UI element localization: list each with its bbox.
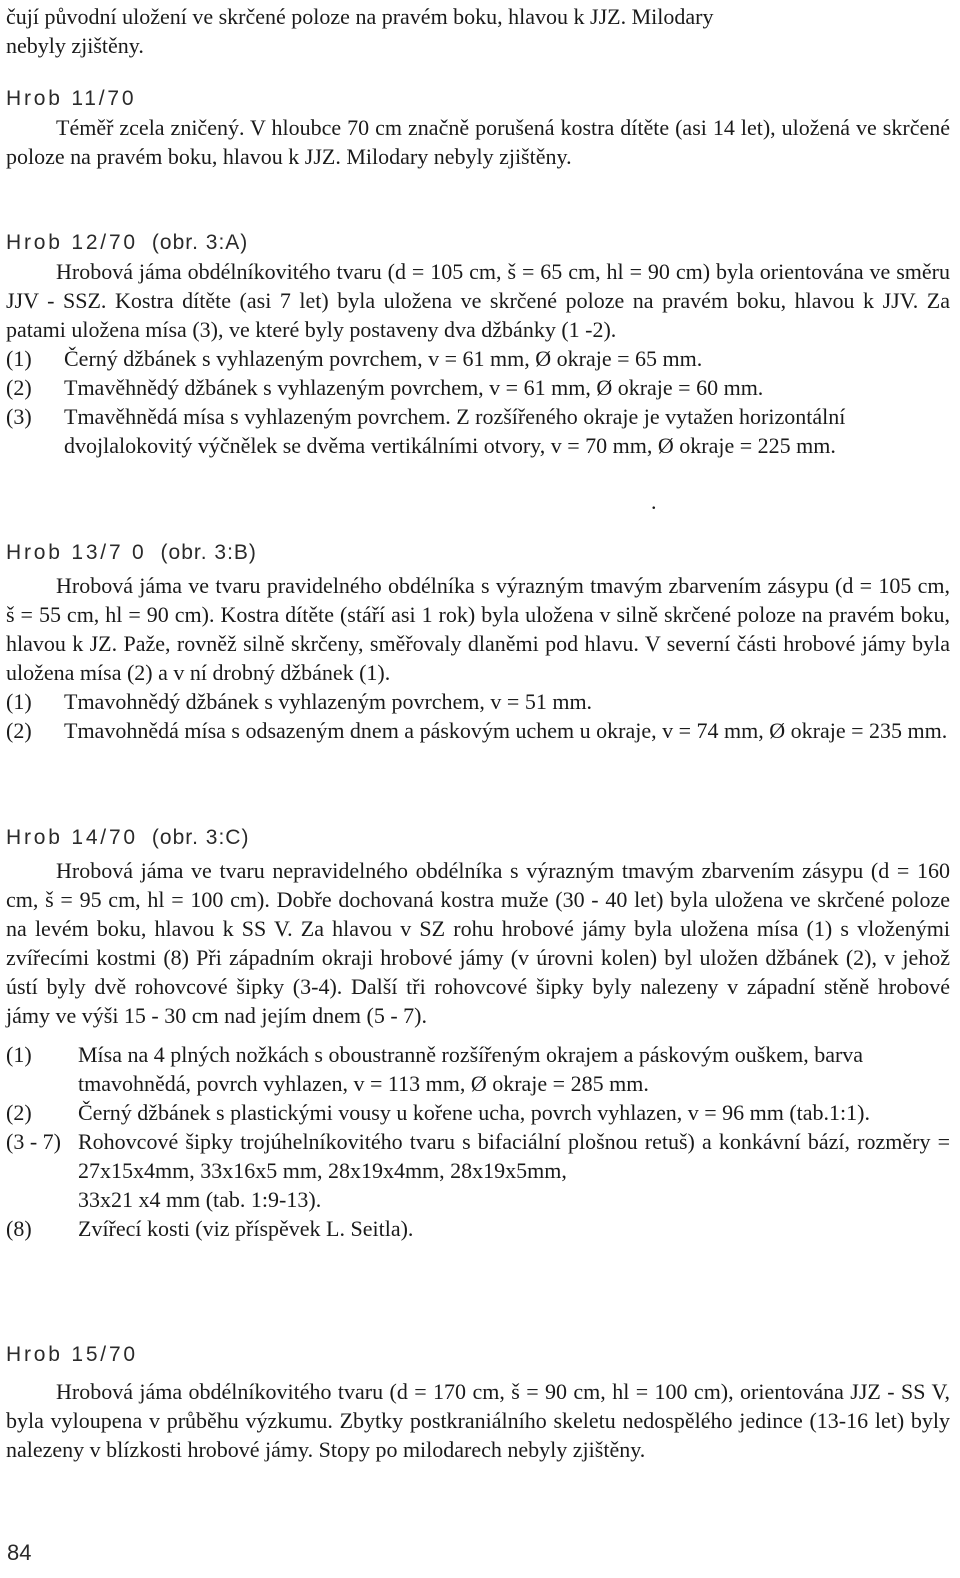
stray-dot: . — [651, 489, 657, 514]
item-text: Černý džbánek s vyhlazeným povrchem, v = 61 mm, Ø okraje = 65 mm. — [64, 346, 703, 371]
grave-15-heading: Hrob 15/70 — [6, 1343, 138, 1366]
grave-13-description: Hrobová jáma ve tvaru pravidelného obdélníka s výrazným tmavým zbarvením zásypu (d = 105 cm, š = 55 cm, hl = 90 cm). Kostra dítěte (stáří asi 1 rok) byla uložena v silně skrčené poloze na pravém boku, hlavou k JZ. Paže, rovněž silně skrčeny, směřovaly dlaněmi pod hlavu. V severní části hrobové jámy byla uložena mísa (2) a v ní drobný džbánek (1). — [6, 573, 950, 685]
list-item — [6, 687, 950, 716]
grave-15-section — [6, 1340, 950, 1464]
item-number — [6, 1185, 78, 1214]
item-text: Tmavěhnědá mísa s vyhlazeným povrchem. Z rozšířeného okraje je vytažen horizontální dvojlalokovitý výčnělek se dvěma vertikálními otvory, v = 70 mm, Ø okraje = 225 mm. — [64, 404, 846, 458]
grave-11-section — [6, 84, 950, 171]
grave-12-heading: Hrob 12/70 (obr. 3:A) — [6, 231, 249, 254]
item-number: (1) — [6, 1042, 32, 1067]
item-text: Tmavěhnědý džbánek s vyhlazeným povrchem, v = 61 mm, Ø okraje = 60 mm. — [64, 375, 764, 400]
item-number: (2) — [6, 718, 32, 743]
grave-12-section — [6, 228, 950, 514]
page-number: 84 — [7, 1540, 32, 1565]
intro-line-2: nebyly zjištěny. — [6, 33, 144, 58]
grave-11-heading: Hrob 11/70 — [6, 87, 137, 110]
grave-11-description: Téměř zcela zničený. V hloubce 70 cm značně porušená kostra dítěte (asi 14 let), uložená ve skrčené poloze na pravém boku, hlavou k JJZ. Milodary nebyly zjištěny. — [6, 115, 950, 169]
item-number: (2) — [6, 375, 32, 400]
list-item — [6, 1040, 950, 1098]
item-number: (1) — [6, 346, 32, 371]
list-item — [6, 1185, 950, 1214]
list-item — [6, 1214, 950, 1243]
item-text: 33x21 x4 mm (tab. 1:9-13). — [78, 1187, 322, 1212]
item-text: Tmavohnědý džbánek s vyhlazeným povrchem, v = 51 mm. — [64, 689, 593, 714]
item-number: (3 - 7) — [6, 1129, 61, 1154]
grave-15-description: Hrobová jáma obdélníkovitého tvaru (d = 170 cm, š = 90 cm, hl = 100 cm), orientována JJZ - SS V, byla vyloupena v průběhu výzkumu. Zbytky postkraniálního skeletu nedospělého jedince (13-16 let) byly nalezeny v blízkosti hrobové jámy. Stopy po milodarech nebyly zjištěny. — [6, 1379, 950, 1462]
list-item — [6, 716, 950, 745]
item-text: Tmavohnědá mísa s odsazeným dnem a páskovým uchem u okraje, v = 74 mm, Ø okraje = 235 mm. — [64, 718, 948, 743]
list-item — [6, 1127, 950, 1185]
intro-block — [6, 2, 950, 60]
grave-14-figure-ref: (obr. 3:C) — [151, 826, 250, 849]
list-item — [6, 344, 950, 373]
grave-14-description: Hrobová jáma ve tvaru nepravidelného obdélníka s výrazným tmavým zbarvením zásypu (d = 160 cm, š = 95 cm, hl = 100 cm). Dobře dochovaná kostra muže (30 - 40 let) byla uložena ve skrčené poloze na levém boku, hlavou k SS V. Za hlavou v SZ rohu hrobové jámy byla uložena mísa (1) s vloženými zvířecími kostmi (8) Při západním okraji hrobové jámy (v úrovni kolen) byl uložen džbánek (2), v jehož ústí byly dvě rohovcové šipky (3-4). Další tři rohovcové šipky byly nalezeny v západní stěně hrobové jámy ve výši 15 - 30 cm nad jejím dnem (5 - 7). — [6, 858, 950, 1028]
item-text: Černý džbánek s plastickými vousy u kořene ucha, povrch vyhlazen, v = 96 mm (tab.1:1). — [78, 1100, 870, 1125]
item-text: Mísa na 4 plných nožkách s oboustranně rozšířeným okrajem a páskovým ouškem, barva tmavohnědá, povrch vyhlazen, v = 113 mm, Ø okraje = 285 mm. — [78, 1042, 864, 1096]
list-item — [6, 1098, 950, 1127]
item-number: (1) — [6, 689, 32, 714]
item-text: Zvířecí kosti (viz příspěvek L. Seitla). — [78, 1216, 414, 1241]
intro-line-1: čují původní uložení ve skrčené poloze na pravém boku, hlavou k JJZ. Milodary — [6, 4, 714, 29]
list-item — [6, 373, 950, 402]
grave-14-section — [6, 823, 950, 1243]
grave-14-heading: Hrob 14/70 (obr. 3:C) — [6, 826, 250, 849]
item-number: (3) — [6, 404, 32, 429]
item-text: Rohovcové šipky trojúhelníkovitého tvaru s bifaciální plošnou retuš) a konkávní bází, rozměry = 27x15x4mm, 33x16x5 mm, 28x19x4mm, 28x19x5mm, — [78, 1129, 950, 1183]
grave-13-heading: Hrob 13/7 0 (obr. 3:B) — [6, 541, 257, 564]
grave-12-figure-ref: (obr. 3:A) — [151, 231, 249, 254]
grave-12-description: Hrobová jáma obdélníkovitého tvaru (d = 105 cm, š = 65 cm, hl = 90 cm) byla orientována ve směru JJV - SSZ. Kostra dítěte (asi 7 let) byla uložena ve skrčené poloze na pravém boku, hlavou k JJV. Za patami uložena mísa (3), ve které byly postaveny dva džbánky (1 -2). — [6, 259, 950, 342]
item-number: (2) — [6, 1100, 32, 1125]
list-item — [6, 402, 950, 460]
grave-13-section — [6, 538, 950, 745]
grave-13-figure-ref: (obr. 3:B) — [160, 541, 257, 564]
item-number: (8) — [6, 1216, 32, 1241]
